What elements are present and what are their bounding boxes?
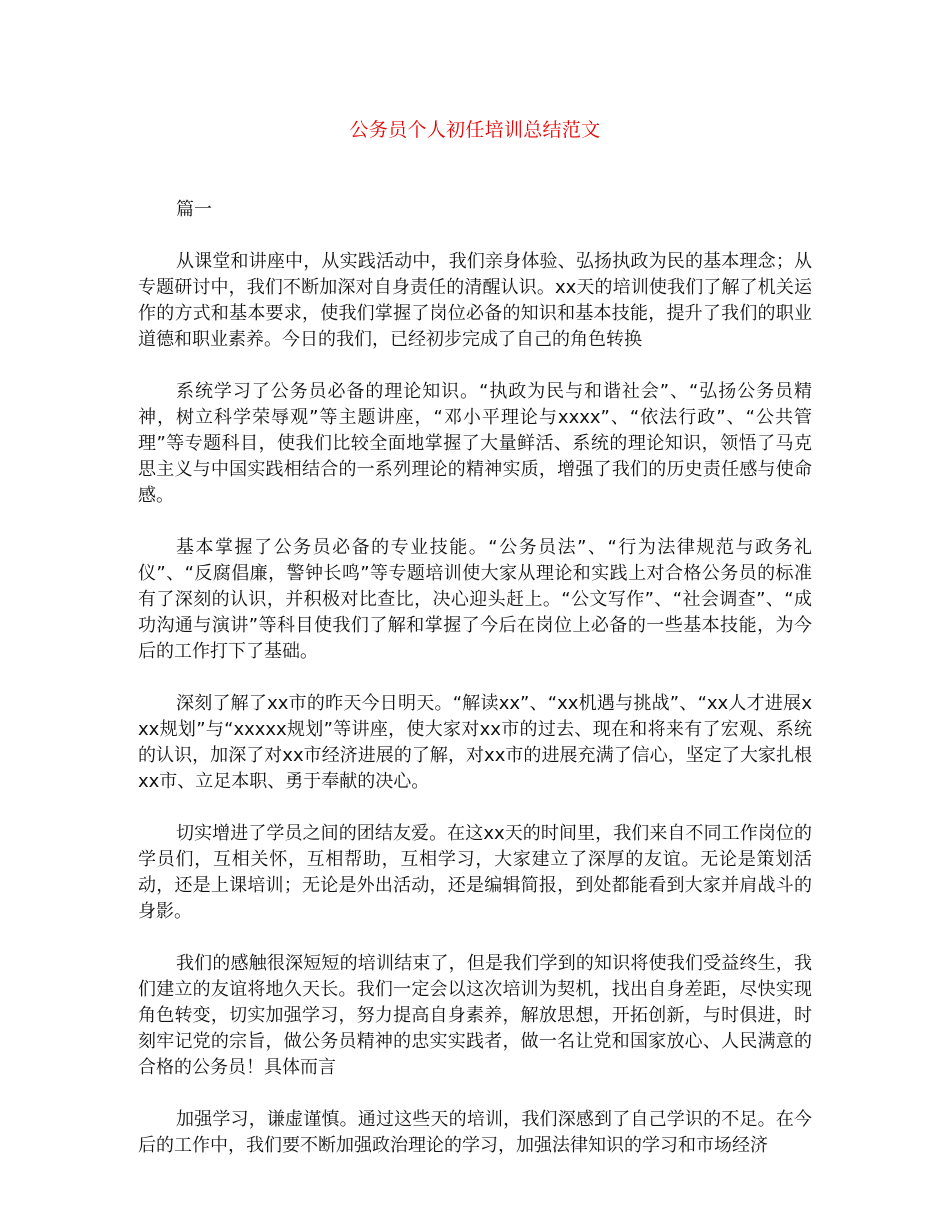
paragraph-1: 从课堂和讲座中，从实践活动中，我们亲身体验、弘扬执政为民的基本理念；从专题研讨中，我们不断加深对自身责任的清醒认识。xx天的培训使我们了解了机关运作的方式和基本要求，使我们掌握了岗位必备的知识和基本技能，提升了我们的职业道德和职业素养。今日的我们，已经初步完成了自己的角色转换 — [138, 251, 812, 350]
paragraph-4: 深刻了解了xx市的昨天今日明天。“解读xx”、“xx机遇与挑战”、“xx人才进展xxx规划”与“xxxxx规划”等讲座，使大家对xx市的过去、现在和将来有了宏观、系统的认识，加深了对xx市经济进展的了解，对xx市的进展充满了信心，坚定了大家扎根xx市、立足本职、勇于奉献的决心。 — [138, 693, 812, 792]
paragraph-3: 基本掌握了公务员必备的专业技能。“公务员法”、“行为法律规范与政务礼仪”、“反腐倡廉，警钟长鸣”等专题培训使大家从理论和实践上对合格公务员的标准有了深刻的认识，并积极对比查比，决心迎头赶上。“公文写作”、“社会调查”、“成功沟通与演讲”等科目使我们了解和掌握了今后在岗位上必备的一些基本技能，为今后的工作打下了基础。 — [138, 537, 812, 662]
paragraph-2: 系统学习了公务员必备的理论知识。“执政为民与和谐社会”、“弘扬公务员精神，树立科学荣辱观”等主题讲座，“邓小平理论与xxxx”、“依法行政”、“公共管理”等专题科目，使我们比较全面地掌握了大量鲜活、系统的理论知识，领悟了马克思主义与中国实践相结合的一系列理论的精神实质，增强了我们的历史责任感与使命感。 — [138, 381, 812, 506]
paragraph-6: 我们的感触很深短短的培训结束了，但是我们学到的知识将使我们受益终生，我们建立的友谊将地久天长。我们一定会以这次培训为契机，找出自身差距，尽快实现角色转变，切实加强学习，努力提高自身素养，解放思想，开拓创新，与时俱进，时刻牢记党的宗旨，做公务员精神的忠实实践者，做一名让党和国家放心、人民满意的合格的公务员！具体而言 — [138, 953, 812, 1078]
section-heading: 篇一 — [176, 199, 212, 220]
paragraph-7: 加强学习，谦虚谨慎。通过这些天的培训，我们深感到了自己学识的不足。在今后的工作中，我们要不断加强政治理论的学习，加强法律知识的学习和市场经济 — [138, 1109, 812, 1156]
document-title: 公务员个人初任培训总结范文 — [349, 119, 601, 141]
paragraph-5: 切实增进了学员之间的团结友爱。在这xx天的时间里，我们来自不同工作岗位的学员们，互相关怀，互相帮助，互相学习，大家建立了深厚的友谊。无论是策划活动，还是上课培训；无论是外出活动，还是编辑简报，到处都能看到大家并肩战斗的身影。 — [138, 823, 812, 922]
